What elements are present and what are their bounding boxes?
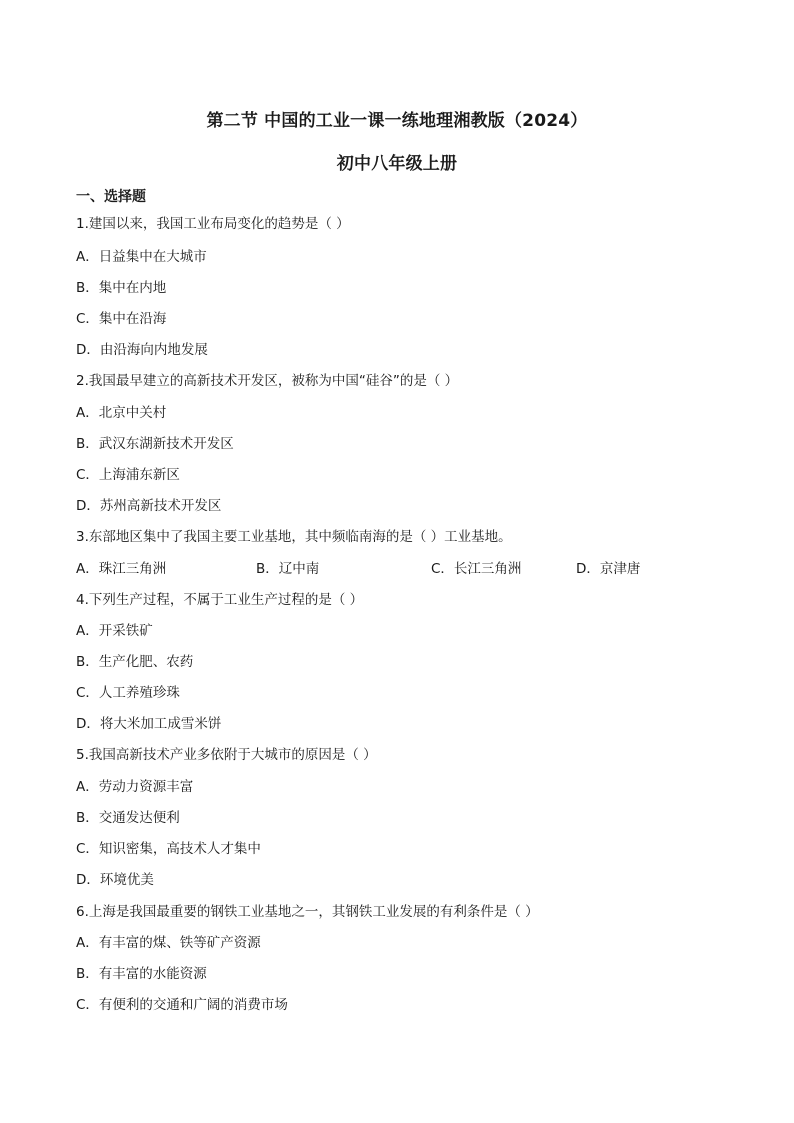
- document-subtitle: 初中八年级上册: [336, 154, 458, 174]
- question-1-option-c: C．集中在沿海: [76, 311, 167, 327]
- question-1-option-a: A．日益集中在大城市: [76, 249, 207, 265]
- question-4-option-c: C．人工养殖珍珠: [76, 685, 180, 701]
- section-heading: 一、选择题: [76, 189, 146, 205]
- question-1-option-b: B．集中在内地: [76, 280, 167, 296]
- question-3-stem: 3.东部地区集中了我国主要工业基地，其中频临南海的是（ ）工业基地。: [76, 529, 512, 545]
- question-4-option-d: D．将大米加工成雪米饼: [76, 716, 222, 732]
- question-3-option-d: D．京津唐: [576, 561, 641, 577]
- question-3-option-a: A．珠江三角洲: [76, 561, 167, 577]
- question-4-stem: 4.下列生产过程，不属于工业生产过程的是（ ）: [76, 592, 364, 608]
- question-4-option-a: A．开采铁矿: [76, 623, 153, 639]
- question-4-option-b: B．生产化肥、农药: [76, 654, 194, 670]
- question-6-stem: 6.上海是我国最重要的钢铁工业基地之一，其钢铁工业发展的有利条件是（ ）: [76, 904, 539, 920]
- question-1-stem: 1.建国以来，我国工业布局变化的趋势是（ ）: [76, 216, 350, 232]
- question-5-stem: 5.我国高新技术产业多依附于大城市的原因是（ ）: [76, 747, 377, 763]
- question-5-option-c: C．知识密集，高技术人才集中: [76, 841, 261, 857]
- question-3-option-b: B．辽中南: [256, 561, 320, 577]
- question-2-option-d: D．苏州高新技术开发区: [76, 498, 222, 514]
- question-2-option-a: A．北京中关村: [76, 405, 167, 421]
- question-1-option-d: D．由沿海向内地发展: [76, 342, 208, 358]
- question-2-option-c: C．上海浦东新区: [76, 467, 180, 483]
- question-2-option-b: B．武汉东湖新技术开发区: [76, 436, 234, 452]
- question-2-stem: 2.我国最早建立的高新技术开发区，被称为中国“硅谷”的是（ ）: [76, 373, 459, 389]
- document-title: 第二节 中国的工业一课一练地理湘教版（2024）: [206, 111, 588, 131]
- question-5-option-d: D．环境优美: [76, 872, 154, 888]
- question-6-option-a: A．有丰富的煤、铁等矿产资源: [76, 935, 261, 951]
- question-5-option-a: A．劳动力资源丰富: [76, 779, 194, 795]
- question-6-option-b: B．有丰富的水能资源: [76, 966, 207, 982]
- question-5-option-b: B．交通发达便利: [76, 810, 180, 826]
- question-6-option-c: C．有便利的交通和广阔的消费市场: [76, 997, 288, 1013]
- question-3-option-c: C．长江三角洲: [431, 561, 522, 577]
